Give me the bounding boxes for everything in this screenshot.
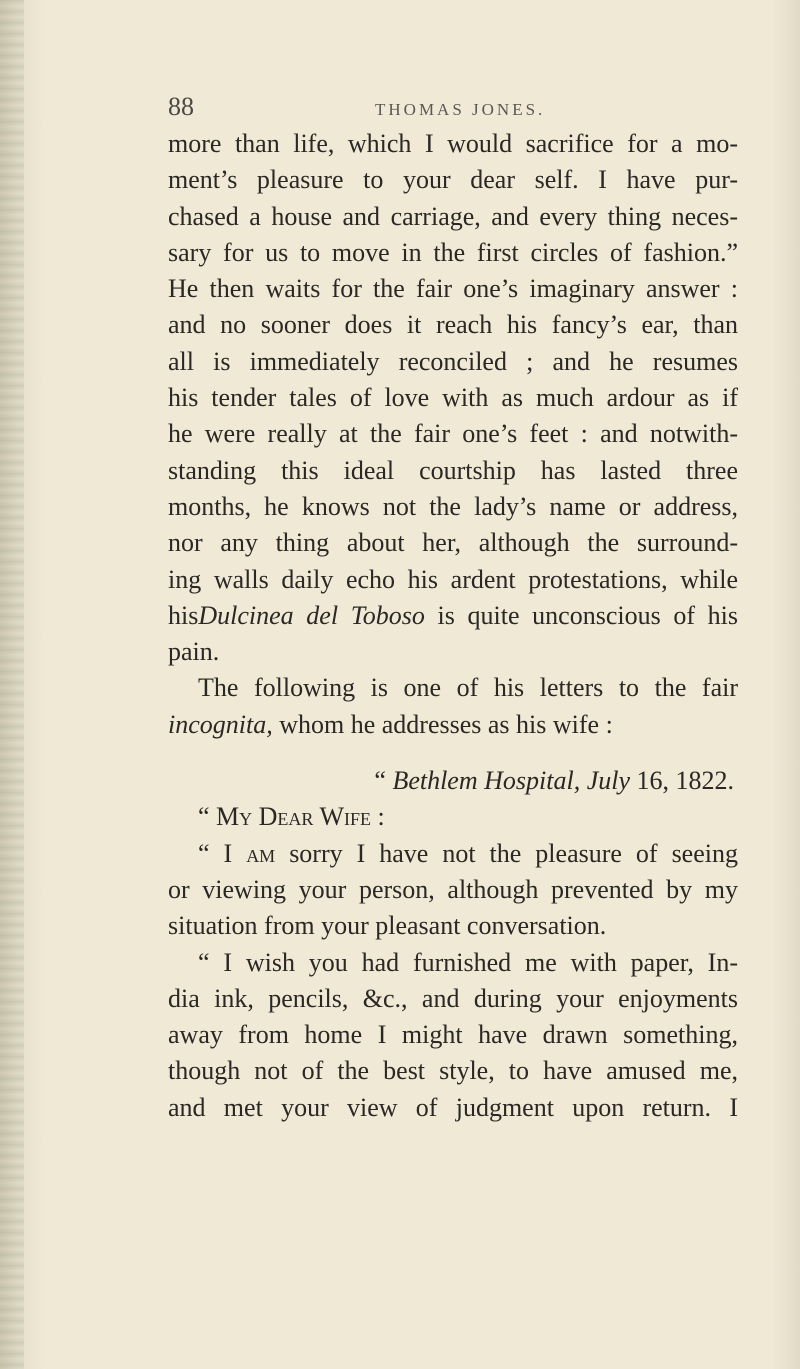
text-segment: is quite unconscious of his xyxy=(424,600,739,630)
text-line: he were really at the fair one’s feet : and notwith- xyxy=(168,419,738,449)
text-line: months, he knows not the lady’s name or address, xyxy=(168,491,738,521)
text-line: though not of the best style, to have amused me, xyxy=(168,1056,738,1086)
binding-gutter xyxy=(0,0,24,1369)
text-line: and no sooner does it reach his fancy’s ear, than xyxy=(168,310,738,340)
text-line: or viewing your person, although prevented by my xyxy=(168,874,738,904)
text-line: away from home I might have drawn something, xyxy=(168,1020,738,1050)
dateline-place: Bethlem Hospital, July xyxy=(392,766,630,796)
text-segment: sorry I have not the pleasure of seeing xyxy=(275,838,738,868)
italic-title: Dulcinea del Toboso xyxy=(198,600,425,630)
text-segment: his xyxy=(168,600,199,630)
text-line: dia ink, pencils, &c., and during your enjoyments xyxy=(168,983,738,1013)
text-line: ing walls daily echo his ardent protestations, while xyxy=(168,564,738,594)
running-head: THOMAS JONES. xyxy=(375,100,546,119)
letter-salutation: “ My Dear Wife : xyxy=(198,802,385,832)
text-line: all is immediately reconciled ; and he resumes xyxy=(168,346,738,376)
text-line: his tender tales of love with as much ardour as if xyxy=(168,383,738,413)
text-line: and met your view of judgment upon return. I xyxy=(168,1092,738,1122)
text-line: sary for us to move in the first circles of fashion.” xyxy=(168,237,738,267)
page-header xyxy=(168,92,728,124)
dateline-date: 16, 1822. xyxy=(630,766,734,796)
letter-dateline xyxy=(168,763,738,799)
text-line: pain. xyxy=(168,637,220,667)
text-line: The following is one of his letters to the fair xyxy=(198,673,738,703)
text-line: chased a house and carriage, and every thing neces- xyxy=(168,201,738,231)
page-number: 88 xyxy=(168,92,194,121)
text-line: ment’s pleasure to your dear self. I have pur- xyxy=(168,165,738,195)
page-body xyxy=(168,126,738,1126)
text-line: more than life, which I would sacrifice for a mo- xyxy=(168,129,738,158)
text-line: nor any thing about her, although the surround- xyxy=(168,528,738,558)
text-segment: “ I xyxy=(198,838,247,868)
text-line: He then waits for the fair one’s imaginary answer : xyxy=(168,274,738,304)
text-line xyxy=(168,836,738,872)
text-line: situation from your pleasant conversation. xyxy=(168,911,607,941)
quote-mark: “ xyxy=(374,766,393,796)
text-line: standing this ideal courtship has lasted three xyxy=(168,455,738,485)
text-line xyxy=(168,598,738,634)
text-line xyxy=(168,707,738,743)
text-line: “ I wish you had furnished me with paper, In- xyxy=(198,947,738,977)
small-caps-word: am xyxy=(246,838,276,868)
italic-word: incognita, xyxy=(168,709,273,739)
text-segment: whom he addresses as his wife : xyxy=(272,709,613,739)
